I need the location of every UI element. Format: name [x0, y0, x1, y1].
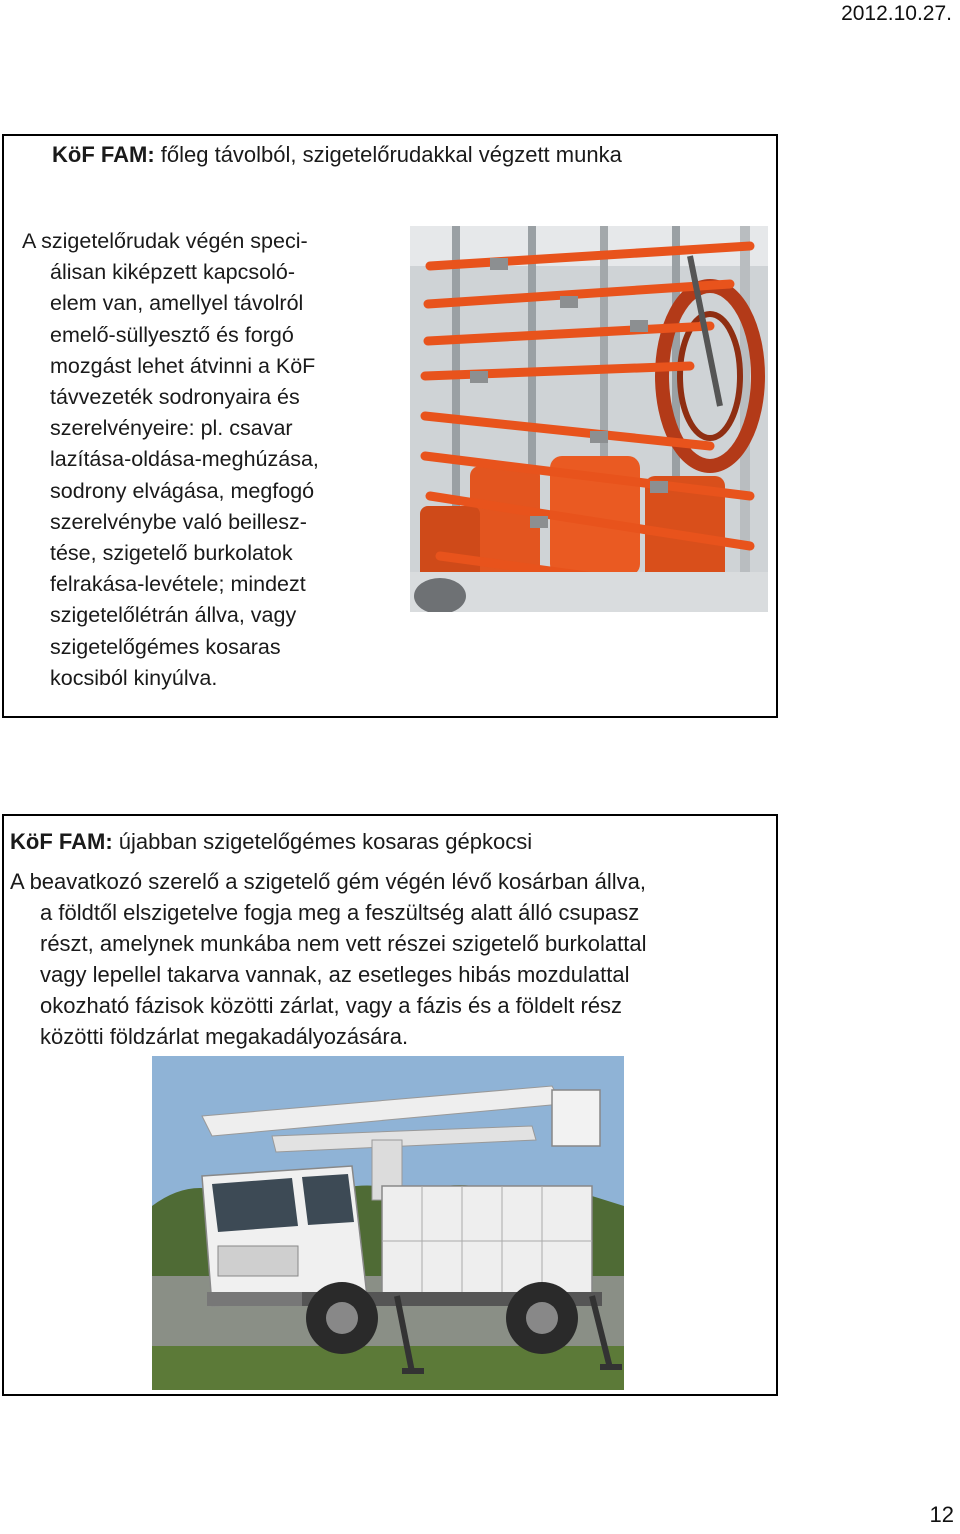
- slide1-body-line: sodrony elvágása, megfogó: [50, 478, 315, 503]
- slide1-body-line: szigetelőlétrán állva, vagy: [50, 603, 297, 628]
- slide1-body-line: mozgást lehet átvinni a KöF: [50, 353, 316, 378]
- slide1-body-line: szerelvénybe való beillesz-: [50, 509, 307, 534]
- slide1-body-line: A szigetelőrudak végén speci-: [22, 229, 308, 253]
- insulating-rods-photo: [410, 226, 768, 612]
- slide1-body-line: kocsiból kinyúlva.: [50, 665, 218, 690]
- slide-bucket-truck: [2, 814, 778, 1396]
- slide-insulating-rods: [2, 134, 778, 718]
- slide2-body-line: A beavatkozó szerelő a szigetelő gém végén lévő kosárban állva,: [10, 869, 646, 894]
- slide1-body-line: szigetelőgémes kosaras: [50, 634, 281, 659]
- slide1-body-line: elem van, amellyel távolról: [50, 291, 304, 316]
- slide1-body-line: emelő-süllyesztő és forgó: [50, 322, 294, 347]
- slide1-body-line: tése, szigetelő burkolatok: [50, 541, 293, 566]
- slide2-body-line: vagy lepellel takarva vannak, az esetleges hibás mozdulattal: [40, 962, 630, 987]
- slide2-body-line: okozható fázisok közötti zárlat, vagy a fázis és a földelt rész: [40, 993, 623, 1018]
- slide2-body-line: a földtől elszigetelve fogja meg a feszültség alatt álló csupasz: [40, 900, 640, 925]
- slide2-title-text: újabban szigetelőgémes kosaras gépkocsi: [112, 829, 533, 854]
- slide2-body-line: közötti földzárlat megakadályozására.: [40, 1024, 409, 1049]
- slide1-body-line: lazítása-oldása-meghúzása,: [50, 447, 319, 472]
- page-number: 12: [929, 1502, 954, 1527]
- slide1-body-line: felrakása-levétele; mindezt: [50, 572, 306, 597]
- document-date: 2012.10.27.: [841, 2, 952, 25]
- bucket-truck-photo: [152, 1056, 624, 1390]
- slide2-title: [10, 828, 532, 856]
- slide1-body-line: szerelvényeire: pl. csavar: [50, 416, 293, 441]
- slide2-body: [10, 866, 770, 1052]
- slide1-title-label: KöF FAM:: [52, 142, 155, 167]
- slide1-title-text: főleg távolból, szigetelőrudakkal végzett munka: [154, 142, 622, 167]
- slide2-title-label: KöF FAM:: [10, 829, 113, 854]
- slide2-body-line: részt, amelynek munkába nem vett részei szigetelő burkolattal: [40, 931, 647, 956]
- slide1-body-line: távvezeték sodronyaira és: [50, 385, 300, 410]
- slide1-title: [52, 142, 622, 168]
- slide1-body: [22, 226, 402, 694]
- slide1-body-line: álisan kiképzett kapcsoló-: [50, 260, 295, 285]
